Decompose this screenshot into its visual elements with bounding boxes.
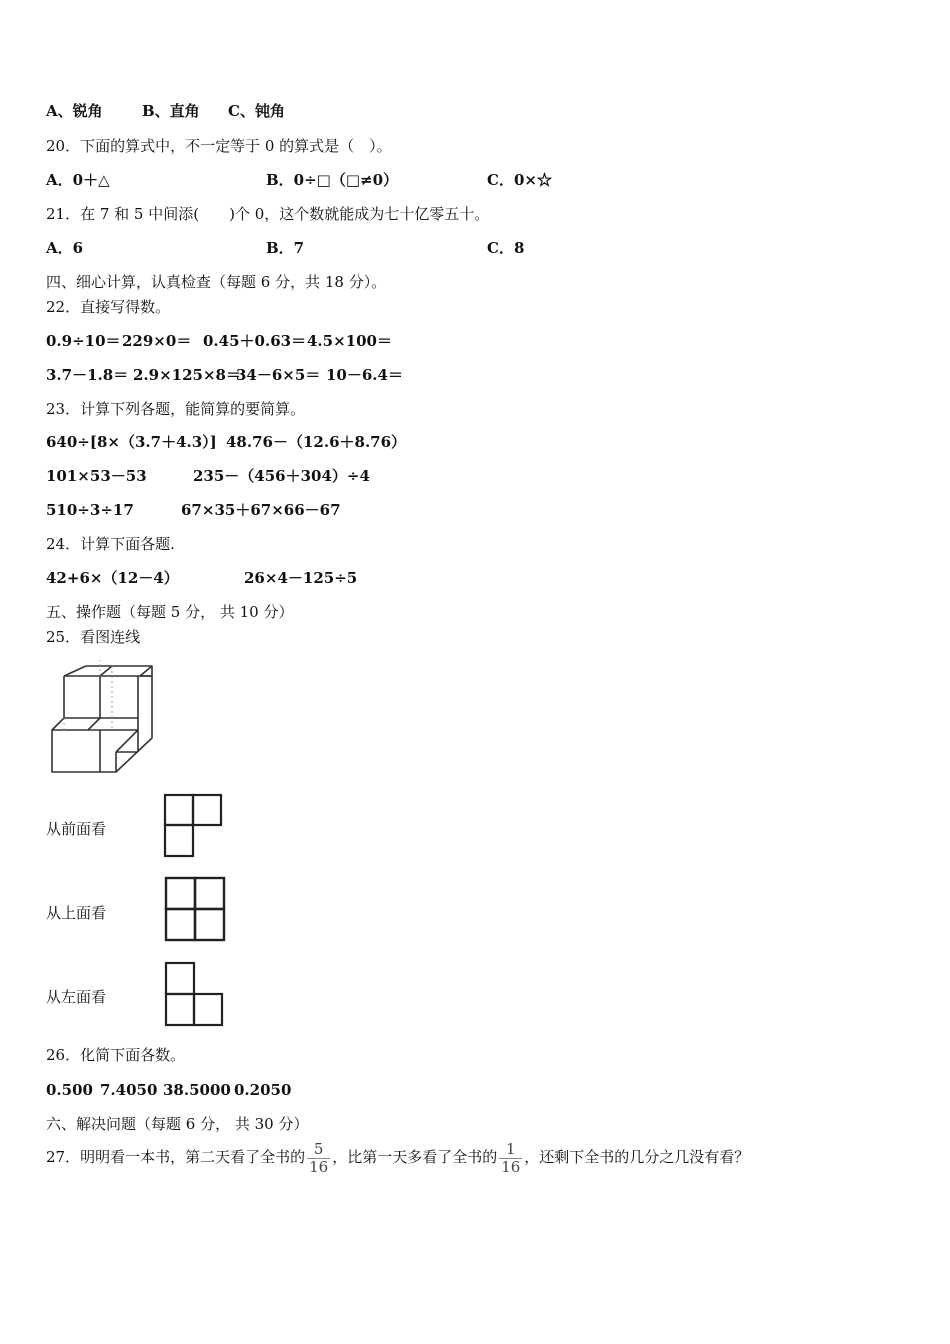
view-left-label: 从左面看 [46,988,107,1006]
view-front-label: 从前面看 [46,820,107,838]
section-5-title: 五、操作题（每题 5 分， 共 10 分） [46,603,294,621]
q22-item: 3.7－1.8＝ [46,366,129,384]
q22-item: 229×0＝ [122,332,192,350]
q19-option-a: A、锐角 [46,102,103,120]
q23-item: 67×35＋67×66－67 [181,501,341,519]
cube-stack-figure [44,660,156,776]
q23-item: 101×53－53 [46,467,147,485]
view-top-label: 从上面看 [46,904,107,922]
q21-option-c: C．8 [487,239,525,257]
q26-number: 0.2050 [234,1081,292,1099]
q26-number: 0.500 [46,1081,93,1099]
q26-stem: 26．化简下面各数。 [46,1046,186,1064]
fraction-numerator: 1 [499,1141,522,1159]
q19-option-c: C、钝角 [228,102,285,120]
q22-item: 4.5×100＝ [307,332,392,350]
q22-item: 2.9×125×8＝ [133,366,241,384]
q23-item: 48.76－（12.6＋8.76） [226,433,407,451]
view-left-figure[interactable] [164,961,226,1029]
q21-stem: 21．在 7 和 5 中间添( )个 0，这个数就能成为七十亿零五十。 [46,205,490,223]
q27-text-3: ，还剩下全书的几分之几没有看？ [524,1148,750,1166]
q24-stem: 24．计算下面各题. [46,535,175,553]
q22-item: 0.45＋0.63＝ [203,332,307,350]
q20-option-b: B．0÷□（□≠0） [266,171,399,189]
q25-stem: 25．看图连线 [46,628,141,646]
q19-options [46,101,285,121]
q21-option-a: A．6 [46,239,84,257]
q26-number: 38.5000 [163,1081,231,1099]
q27-text-2: ，比第一天多看了全书的 [332,1148,498,1166]
q20-option-c: C．0×☆ [487,171,552,189]
q27-text-1: 27．明明看一本书，第二天看了全书的 [46,1148,306,1166]
q27-stem [46,1139,749,1176]
q23-item: 510÷3÷17 [46,501,134,519]
q22-item: 34－6×5＝ [236,366,321,384]
view-front-figure[interactable] [163,793,225,859]
q23-item: 640÷[8×（3.7＋4.3）] [46,433,217,451]
q21-option-b: B．7 [266,239,305,257]
fraction-denominator: 16 [309,1157,329,1176]
q23-item: 235－（456＋304）÷4 [193,467,370,485]
q24-item: 42+6×（12－4） [46,569,179,587]
q24-item: 26×4－125÷5 [244,569,358,587]
section-6-title: 六、解决问题（每题 6 分， 共 30 分） [46,1115,309,1133]
q20-option-a: A．0＋△ [46,171,110,189]
view-top-figure[interactable] [164,876,228,944]
q26-number: 7.4050 [100,1081,158,1099]
fraction-denominator: 16 [501,1157,521,1176]
q22-item: 0.9÷10＝ [46,332,121,350]
q20-stem: 20．下面的算式中，不一定等于 0 的算式是（ ）。 [46,137,392,155]
q27-fraction-2 [499,1141,522,1176]
q22-stem: 22．直接写得数。 [46,298,171,316]
q23-stem: 23．计算下列各题，能简算的要简算。 [46,400,306,418]
fraction-numerator: 5 [307,1141,330,1159]
q19-option-b: B、直角 [142,102,200,120]
section-4-title: 四、细心计算，认真检查（每题 6 分，共 18 分）。 [46,273,387,291]
q22-item: 10－6.4＝ [326,366,403,384]
q27-fraction-1 [307,1141,330,1176]
